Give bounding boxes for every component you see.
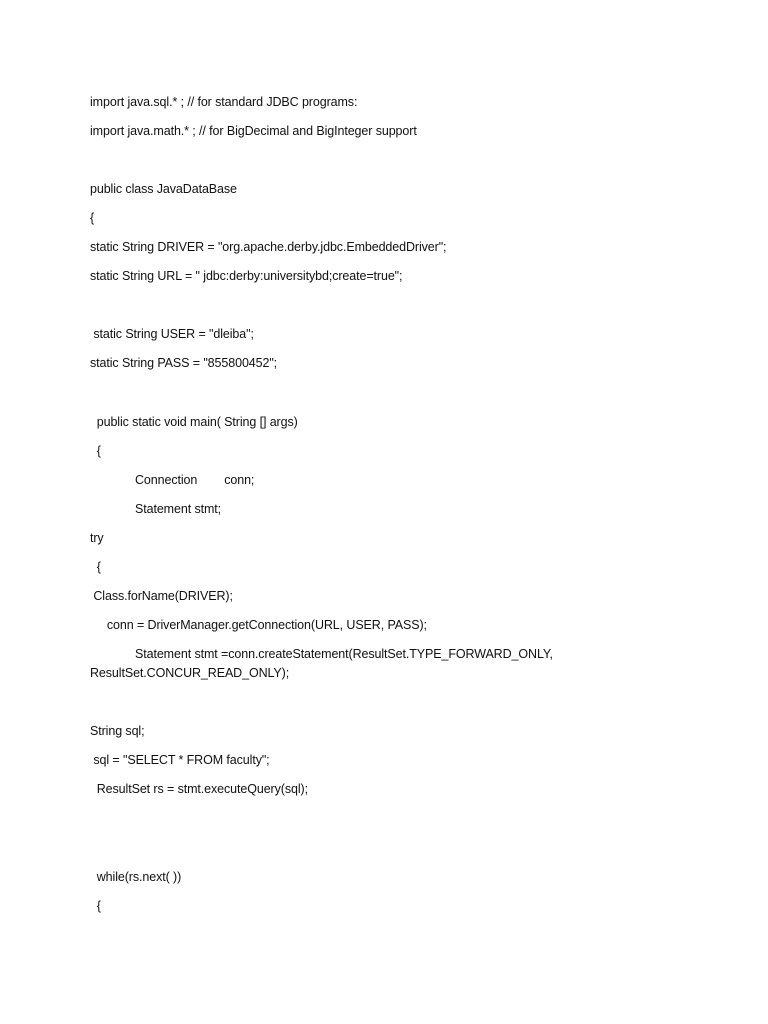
code-line-class-open-brace: { xyxy=(90,211,95,225)
code-line-connection-decl: Connection conn; xyxy=(135,473,255,487)
code-line-main-open-brace: { xyxy=(90,444,101,458)
code-line-class-declaration: public class JavaDataBase xyxy=(90,182,237,196)
code-line-create-statement: Statement stmt =conn.createStatement(ResultSet.TYPE_FORWARD_ONLY, xyxy=(135,647,553,661)
code-line-statement-decl: Statement stmt; xyxy=(135,502,222,516)
code-line-concur-read-only: ResultSet.CONCUR_READ_ONLY); xyxy=(90,666,290,680)
code-line-sql-assign: sql = "SELECT * FROM faculty"; xyxy=(90,753,270,767)
code-line-try: try xyxy=(90,531,104,545)
code-line-try-open-brace: { xyxy=(90,560,101,574)
code-line-class-forname: Class.forName(DRIVER); xyxy=(90,589,233,603)
code-line-while: while(rs.next( )) xyxy=(90,870,182,884)
code-line-url: static String URL = " jdbc:derby:universitybd;create=true"; xyxy=(90,269,403,283)
code-line-import-sql: import java.sql.* ; // for standard JDBC programs: xyxy=(90,95,358,109)
code-line-get-connection: conn = DriverManager.getConnection(URL, USER, PASS); xyxy=(90,618,427,632)
code-line-pass: static String PASS = "855800452"; xyxy=(90,356,278,370)
code-line-import-math: import java.math.* ; // for BigDecimal and BigInteger support xyxy=(90,124,417,138)
code-line-driver: static String DRIVER = "org.apache.derby.jdbc.EmbeddedDriver"; xyxy=(90,240,447,254)
code-line-user: static String USER = "dleiba"; xyxy=(90,327,254,341)
code-line-while-open-brace: { xyxy=(90,899,101,913)
code-line-string-sql: String sql; xyxy=(90,724,145,738)
code-line-execute-query: ResultSet rs = stmt.executeQuery(sql); xyxy=(90,782,308,796)
code-line-main-method: public static void main( String [] args) xyxy=(90,415,298,429)
